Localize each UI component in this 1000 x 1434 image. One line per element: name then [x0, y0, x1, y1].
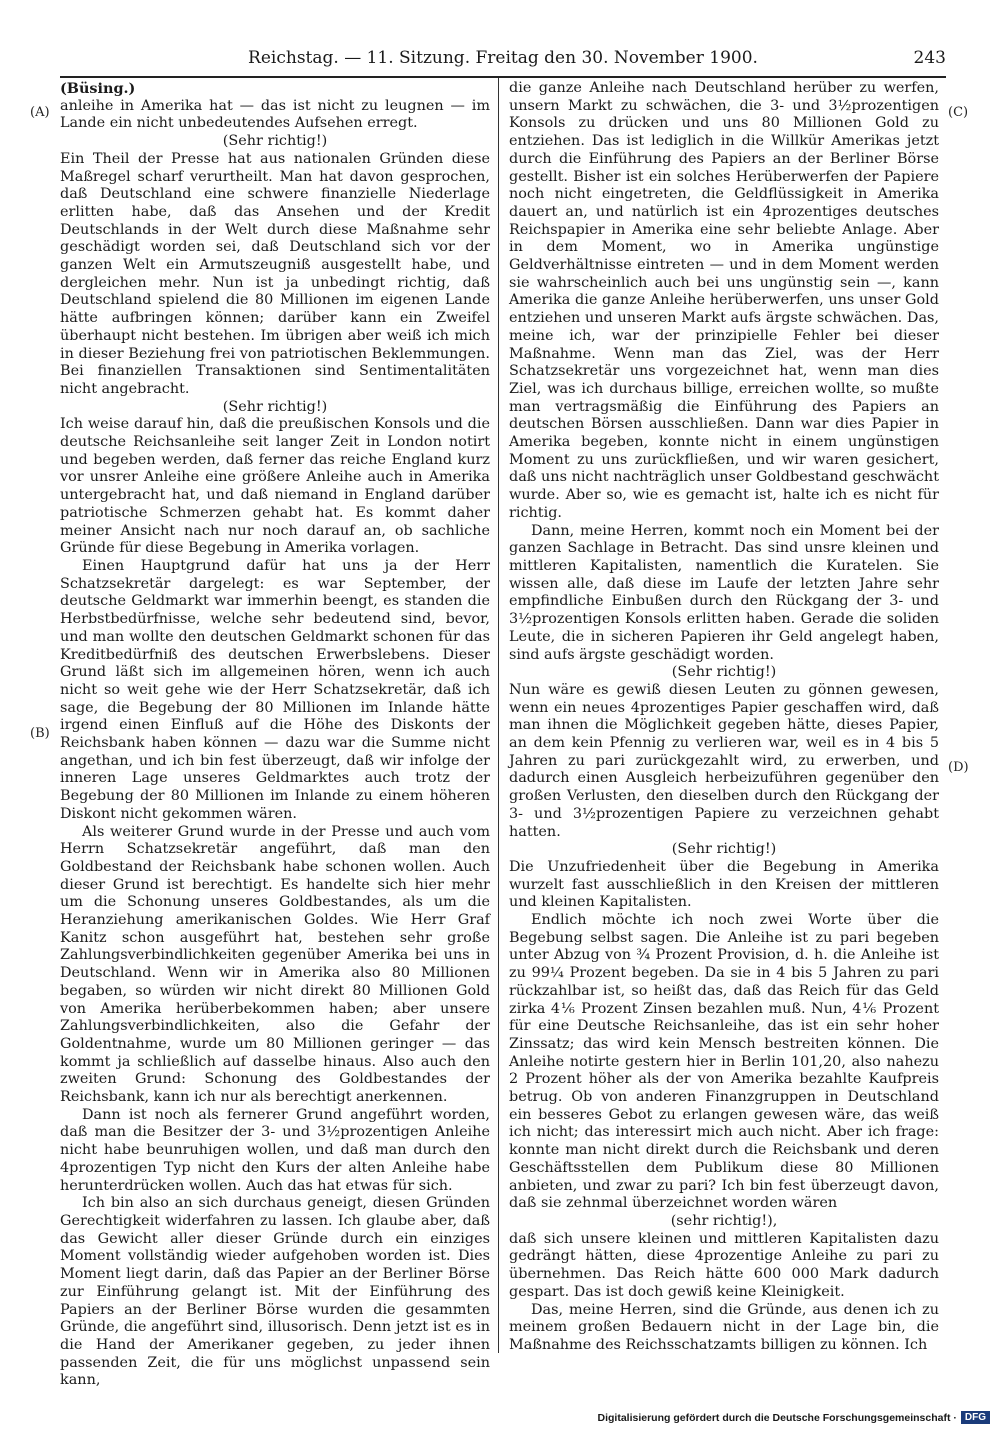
paragraph: Als weiterer Grund wurde in der Presse und auch vom Herrn Schatzsekretär angeführt, daß man den Goldbestand der Reichsbank habe schonen wollen. Auch dieser Grund ist berechtigt. Es handelte sich hier mehr um die Schonung unseres Goldbestandes, als um die Heranziehung amerikanischen Goldes. Wie Herr Graf Kanitz schon ausgeführt hat, bestehen sehr große Zahlungsverbindlichkeiten gegenüber Amerika bei uns in Deutschland. Wenn wir in Amerika also 80 Millionen begaben, so würden wir nicht direkt 80 Millionen Gold von Amerika herüberbekommen haben; aber unsere Zahlungsverbindlichkeiten, also die Gefahr der Goldentnahme, wurde um 80 Millionen geringer — das kommt ja schließlich auf dasselbe hinaus. Also auch den zweiten Grund: Schonung des Goldbestandes der Reichsbank, kann ich nur als berechtigt anerkennen. [60, 823, 490, 1106]
paragraph: Die Unzufriedenheit über die Begebung in Amerika wurzelt fast ausschließlich in den Kreisen der mittleren und kleinen Kapitalisten. [509, 858, 939, 911]
page-number: 243 [913, 48, 946, 68]
margin-mark-b: (B) [30, 726, 50, 741]
interjection: (sehr richtig!), [670, 1213, 778, 1229]
paragraph: daß sich unsere kleinen und mittleren Kapitalisten dazu gedrängt hätten, diese 4prozentige Anleihe zu pari zu übernehmen. Das Reich hätte 600 000 Mark dadurch gespart. Das ist doch gewiß keine Kleinigkeit. [509, 1230, 939, 1300]
right-column [509, 80, 939, 1355]
paragraph: Ich bin also an sich durchaus geneigt, diesen Gründen Gerechtigkeit widerfahren zu lassen. Ich glaube aber, daß das Gewicht aller dieser Gründe durch ein einziges Moment vollständig wieder aufgehoben worden ist. Dies Moment liegt darin, daß das Papier an der Berliner Börse zur Einführung gelangt ist. Mit der Einführung des Papiers an der Berliner Börse wurden die gesammten Gründe, die angeführt sind, illusorisch. Denn jetzt ist es in die Hand der Amerikaner gegeben, zu jeder ihnen passenden Zeit, die für uns möglichst unpassend sein kann, [60, 1195, 490, 1389]
interjection: (Sehr richtig!) [222, 398, 328, 415]
paragraph: Ich weise darauf hin, daß die preußischen Konsols und die deutsche Reichsanleihe seit langer Zeit in London notirt und begeben werden, daß ferner das reiche England kurz vor unsrer Anleihe eine größere Anleihe auch in Amerika untergebracht hat, und daß niemand in England darüber patriotische Schmerzen gehabt hat. Es kommt daher meiner Ansicht nach nur noch darauf an, ob sachliche Gründe für diese Begebung in Amerika vorlagen. [60, 416, 490, 557]
dfg-logo: DFG [961, 1411, 990, 1424]
paragraph: Endlich möchte ich noch zwei Worte über die Begebung selbst sagen. Die Anleihe ist zu pari begeben unter Abzug von ¾ Prozent Provision, d. h. die Anleihe ist zu 99¼ Prozent begeben. Da sie in 4 bis 5 Jahren zu pari rückzahlbar ist, so heißt das, daß das Reich für das Geld zirka 4⅙ Prozent Zinsen bezahlen muß. Nun, 4⅙ Prozent für eine Deutsche Reichsanleihe, das ist ein sehr hoher Zinssatz; das wird kein Mensch bestreiten können. Die Anleihe notirte gestern hier in Berlin 101,20, also nahezu 2 Prozent höher als der von Amerika bezahlte Kaufpreis betrug. Ob von anderen Finanzgruppen in Deutschland ein besseres Gebot zu erlangen gewesen wäre, das weiß ich nicht; das interessirt mich auch nicht. Aber ich frage: konnte man nicht direkt durch die Reichsbank und deren Geschäftsstellen dem Publikum diese 80 Millionen anbieten, und zwar zu pari? Ich bin fest überzeugt davon, daß sie zehnmal überzeichnet worden wären [509, 912, 939, 1212]
margin-mark-d: (D) [948, 760, 969, 775]
page-header [60, 48, 946, 72]
header-rule [60, 76, 946, 78]
paragraph: Dann ist noch als fernerer Grund angeführt worden, daß man die Besitzer der 3- und 3½prozentigen Anleihe nicht habe beunruhigen wollen, und daß man durch den 4prozentigen Typ nicht den Kurs der alten Anleihe habe herunterdrücken wollen. Auch das hat etwas für sich. [60, 1106, 490, 1194]
margin-mark-c: (C) [948, 105, 969, 120]
paragraph: anleihe in Amerika hat — das ist nicht zu leugnen — im Lande ein nicht unbedeutendes Aufsehen erregt. [60, 97, 490, 132]
interjection: (Sehr richtig!) [222, 133, 328, 150]
running-title: Reichstag. — 11. Sitzung. Freitag den 30. November 1900. [248, 48, 758, 68]
footer-credit [598, 1411, 991, 1424]
margin-mark-a: (A) [30, 105, 50, 120]
paragraph: Das, meine Herren, sind die Gründe, aus denen ich zu meinem großen Bedauern nicht in der Lage bin, die Maßnahme des Reichsschatzamts billigen zu können. Ich [509, 1301, 939, 1353]
left-column [60, 80, 490, 1390]
column-divider [498, 78, 499, 1353]
speaker-name: (Büsing.) [60, 80, 136, 97]
interjection: (Sehr richtig!) [671, 664, 777, 681]
paragraph: die ganze Anleihe nach Deutschland herüber zu werfen, unsern Markt zu schwächen, die 3- und 3½prozentigen Konsols zu drücken und uns 80 Millionen Gold zu entziehen. Das ist lediglich in die Willkür Amerikas jetzt durch die Einführung des Papiers an der Berliner Börse gestellt. Bisher ist ein solches Herüberwerfen der Papiere noch nicht eingetreten, die Geldflüssigkeit in Amerika dauert an, und natürlich ist ein 4prozentiges deutsches Reichspapier in Amerika eine sehr beliebte Anlage. Aber in dem Moment, wo in Amerika ungünstige Geldverhältnisse eintreten — und in dem Moment werden sie wahrscheinlich auch bei uns ungünstig sein —, kann Amerika die ganze Anleihe herüberwerfen, uns unser Gold entziehen und unseren Markt aufs ärgste schwächen. Das, meine ich, war der prinzipielle Fehler bei dieser Maßnahme. Wenn man das Ziel, was der Herr Schatzsekretär uns vorgezeichnet hat, wenn man dies Ziel, was ich durchaus billige, erreichen wollte, so mußte man vertragsmäßig die Einführung des Papiers an deutschen Börsen ausschließen. Dann war dies Papier in Amerika begeben, konnte nicht in einem ungünstigen Moment zu uns zurückfließen, und wir waren gesichert, daß uns nicht nachträglich unser Goldbestand geschwächt wurde. Aber so, wie es gemacht ist, halte ich es nicht für richtig. [509, 80, 939, 521]
paragraph: Nun wäre es gewiß diesen Leuten zu gönnen gewesen, wenn ein neues 4prozentiges Papier geschaffen wird, daß man ihnen die Möglichkeit gegeben hätte, dieses Papier, an dem kein Pfennig zu verlieren war, weil es in 4 bis 5 Jahren zu pari zurückgezahlt wird, zu erwerben, und dadurch einen Ausgleich herbeizuführen gegenüber den großen Verlusten, den dieselben durch den Rückgang der 3- und 3½prozentigen Papiere zu verzeichnen gehabt hatten. [509, 681, 939, 840]
paragraph: Ein Theil der Presse hat aus nationalen Gründen diese Maßregel scharf verurtheilt. Man hat davon gesprochen, daß Deutschland eine schwere finanzielle Niederlage erlitten habe, daß das Ansehen und der Kredit Deutschlands in der Welt durch diese Maßnahme sehr geschädigt worden sei, daß Deutschland sich vor der ganzen Welt ein Armutszeugniß ausgestellt habe, und dergleichen mehr. Nun ist ja unbedingt richtig, daß Deutschland spielend die 80 Millionen im eigenen Lande hätte aufbringen können; darüber kann ein Zweifel überhaupt nicht bestehen. Im übrigen aber weiß ich mich in dieser Beziehung frei von patriotischen Beklemmungen. Bei finanziellen Transaktionen sind Sentimentalitäten nicht angebracht. [60, 150, 490, 397]
paragraph: Einen Hauptgrund dafür hat uns ja der Herr Schatzsekretär dargelegt: es war September, der deutsche Geldmarkt war immerhin beengt, es standen die Herbstbedürfnisse, welche sehr bedeutend sind, bevor, und man wollte den deutschen Geldmarkt schonen für das Kreditbedürfniß des deutschen Erwerbslebens. Dieser Grund läßt sich im allgemeinen hören, wenn ich auch nicht so weit gehe wie der Herr Schatzsekretär, daß ich sage, die Begebung der 80 Millionen im Inlande hätte irgend einen Einfluß auf die Höhe des Diskonts der Reichsbank haben können — dazu war die Summe nicht angethan, und ich bin fest überzeugt, daß wir infolge der inneren Lage unseres Geldmarktes auch trotz der Begebung der 80 Millionen im Inlande zu einem höheren Diskont nicht gekommen wären. [60, 557, 490, 822]
interjection: (Sehr richtig!) [671, 841, 777, 858]
footer-credit-text: Digitalisierung gefördert durch die Deutsche Forschungsgemeinschaft · [597, 1411, 957, 1424]
paragraph: Dann, meine Herren, kommt noch ein Moment bei der ganzen Sachlage in Betracht. Das sind unsre kleinen und mittleren Kapitalisten, namentlich die Kuratelen. Sie wissen alle, daß diese im Laufe der letzten Jahre sehr empfindliche Einbußen durch den Rückgang der 3- und 3½prozentigen Konsols erlitten haben. Gerade die soliden Leute, die in sicheren Papieren ihr Geld angelegt haben, sind aufs ärgste geschädigt worden. [509, 522, 939, 663]
